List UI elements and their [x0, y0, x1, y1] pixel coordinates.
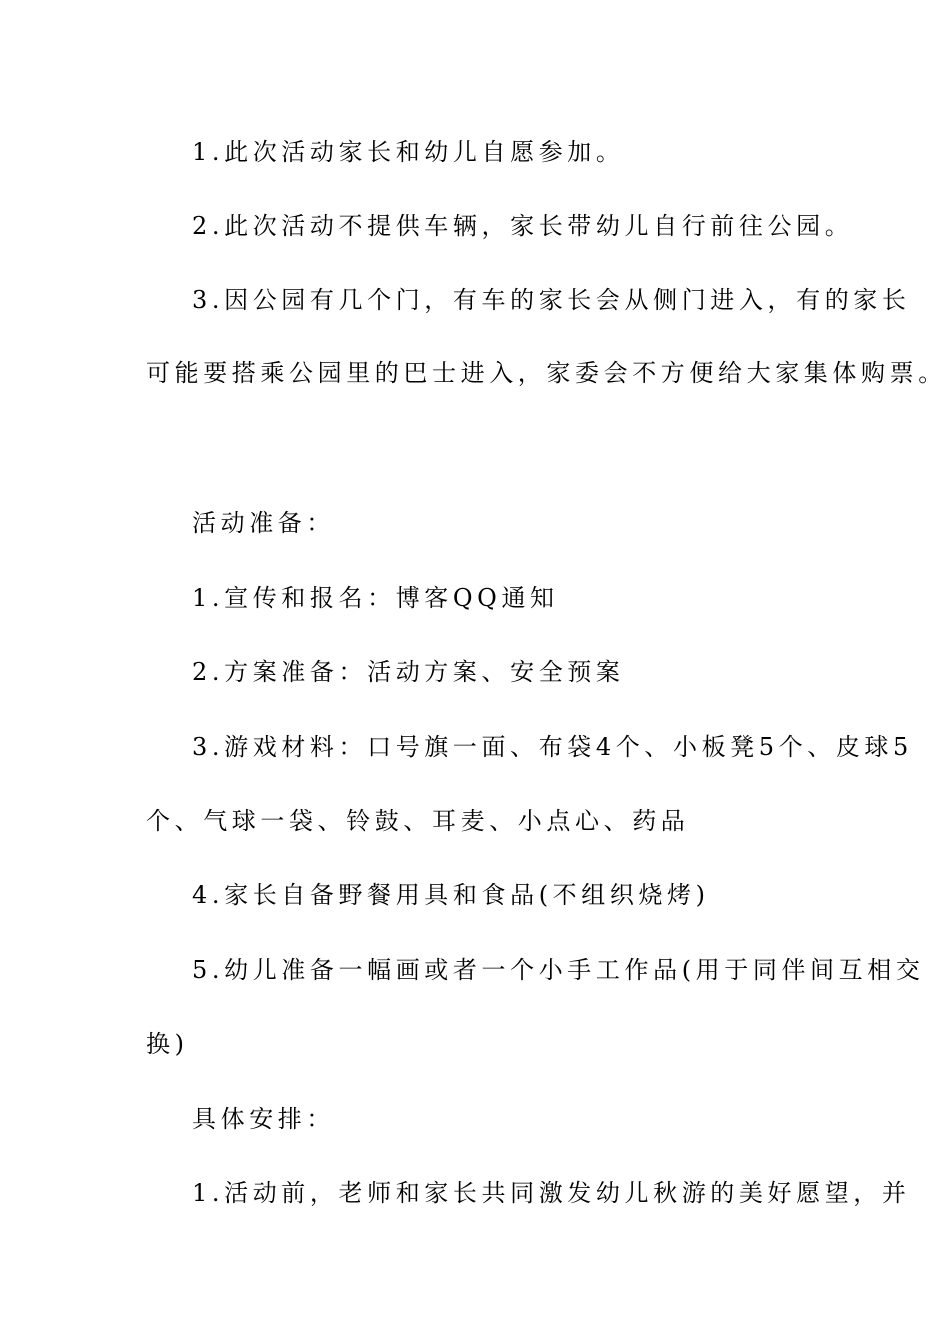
paragraph-rule-3-line-1: 3.因公园有几个门，有车的家长会从侧门进入，有的家长: [192, 286, 911, 314]
prep-item-3-line-1: 3.游戏材料：口号旗一面、布袋4个、小板凳5个、皮球5: [192, 733, 913, 761]
paragraph-rule-2: 2.此次活动不提供车辆，家长带幼儿自行前往公园。: [192, 212, 854, 240]
prep-item-1: 1.宣传和报名：博客QQ通知: [192, 584, 559, 612]
paragraph-rule-3-line-2: 可能要搭乘公园里的巴士进入，家委会不方便给大家集体购票。: [146, 359, 947, 387]
arrangement-item-1: 1.活动前，老师和家长共同激发幼儿秋游的美好愿望，并: [192, 1179, 911, 1207]
prep-item-4: 4.家长自备野餐用具和食品(不组织烧烤): [192, 881, 710, 909]
prep-item-2: 2.方案准备：活动方案、安全预案: [192, 658, 625, 686]
prep-item-3-line-2: 个、气球一袋、铃鼓、耳麦、小点心、药品: [146, 807, 690, 835]
section-heading-arrangement: 具体安排：: [192, 1105, 335, 1133]
prep-item-5-line-2: 换): [146, 1030, 189, 1058]
section-heading-preparation: 活动准备：: [192, 509, 335, 537]
prep-item-5-line-1: 5.幼儿准备一幅画或者一个小手工作品(用于同伴间互相交: [192, 956, 925, 984]
paragraph-rule-1: 1.此次活动家长和幼儿自愿参加。: [192, 138, 625, 166]
